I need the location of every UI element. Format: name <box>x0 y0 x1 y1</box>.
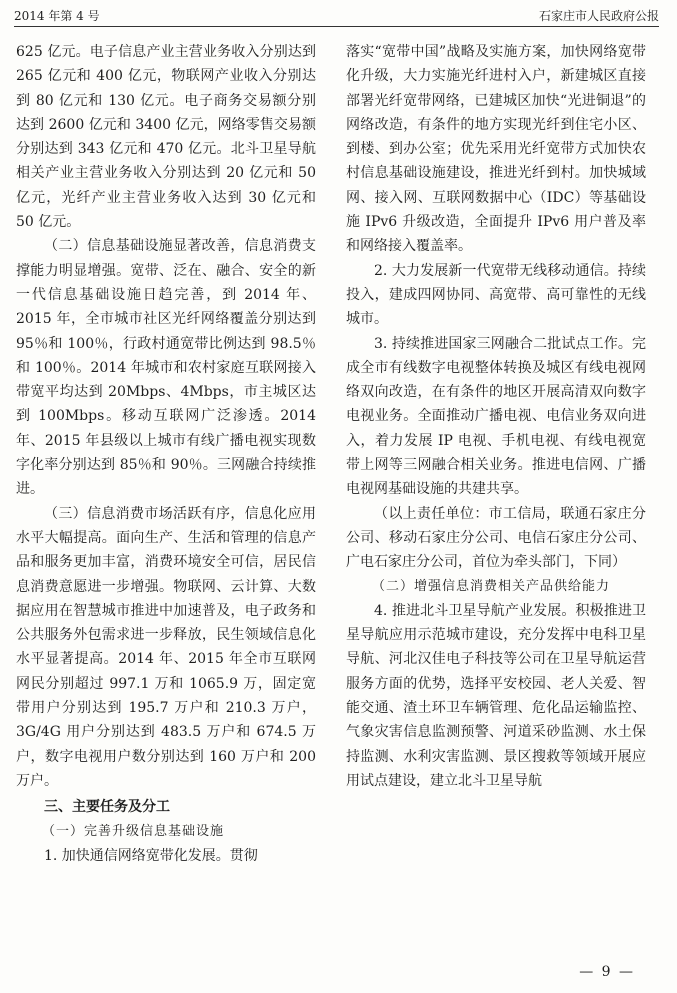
paragraph: 1. 加快通信网络宽带化发展。贯彻 <box>44 847 258 864</box>
subsection-heading: （一）完善升级信息基础设施 <box>42 823 225 839</box>
paragraph: 2. 大力发展新一代宽带无线移动通信。持续投入，建成四网协同、高宽带、高可靠性的无线城市。 <box>346 262 646 328</box>
right-column <box>346 40 646 793</box>
paragraph: 3. 持续推进国家三网融合二批试点工作。完成全市有线数字电视整体转换及城区有线电视网络双向改造，在有条件的地区开展高清双向数字电视业务。全面推动广播电视、电信业务双向进入，着力发展 IP 电视、手机电视、有线电视宽带上网等三网融合相关业务。推进电信网、广播电视网基础设施的共建共享。 <box>346 335 646 498</box>
paragraph: 625 亿元。电子信息产业主营业务收入分别达到 265 亿元和 400 亿元，物联网产业收入分别达到 80 亿元和 130 亿元。电子商务交易额分别达到 2600 亿元和 3400 亿元，网络零售交易额分别达到 343 亿元和 470 亿元。北斗卫星导航相关产业主营业务收入分别达到 20 亿元和 50 亿元，光纤产业主营业务收入达到 30 亿元和 50 亿元。 <box>16 44 316 231</box>
paragraph: 落实“宽带中国”战略及实施方案，加快网络宽带化升级，大力实施光纤进村入户，新建城区直接部署光纤宽带网络，已建城区加快“光进铜退”的网络改造，有条件的地方实现光纤到住宅小区、到楼、到办公室；优先采用光纤宽带方式加快农村信息基础设施建设，推进光纤到村。加快城域网、接入网、互联网数据中心（IDC）等基础设施 IPv6 升级改造，全面提升 IPv6 用户普及率和网络接入覆盖率。 <box>346 44 646 255</box>
publication-title: 石家庄市人民政府公报 <box>538 8 659 23</box>
page-number: — 9 — <box>579 964 635 980</box>
issue-label: 2014 年第 4 号 <box>14 8 100 23</box>
paragraph: 4. 推进北斗卫星导航产业发展。积极推进卫星导航应用示范城市建设，充分发挥中电科卫星导航、河北汉佳电子科技等公司在卫星导航运营服务方面的优势，选择平安校园、老人关爱、智能交通、渣土环卫车辆管理、危化品运输监控、气象灾害信息监测预警、河道采砂监测、水土保持监测、水利灾害监测、景区搜救等领域开展应用试点建设，建立北斗卫星导航 <box>346 602 646 789</box>
section-heading: 三、主要任务及分工 <box>44 799 170 816</box>
subsection-heading: （二）增强信息消费相关产品供给能力 <box>372 578 611 594</box>
paragraph: （以上责任单位：市工信局，联通石家庄分公司、移动石家庄分公司、电信石家庄分公司、广电石家庄分公司，首位为牵头部门，下同） <box>346 505 646 571</box>
page-header <box>14 4 659 27</box>
paragraph: （三）信息消费市场活跃有序，信息化应用水平大幅提高。面向生产、生活和管理的信息产品和服务更加丰富，消费环境安全可信，居民信息消费意愿进一步增强。物联网、云计算、大数据应用在智慧城市推进中加速普及，电子政务和公共服务外包需求进一步释放，民生领域信息化水平显著提高。2014 年、2015 年全市互联网网民分别超过 997.1 万和 1065.9 万，固定宽带用户分别达到 195.7 万户和 210.3 万户，3G/4G 用户分别达到 483.5 万户和 674.5 万户，数字电视用户数分别达到 160 万户和 200 万户。 <box>16 505 316 789</box>
paragraph: （二）信息基础设施显著改善，信息消费支撑能力明显增强。宽带、泛在、融合、安全的新一代信息基础设施日趋完善，到 2014 年、2015 年，全市城市社区光纤网络覆盖分别达到 95％和 100％，行政村通宽带比例达到 98.5％和 100％。2014 年城市和农村家庭互联网接入带宽平均达到 20Mbps、4Mbps，市主城区达到 100Mbps。移动互联网广泛渗透。2014 年、2015 年县级以上城市有线广播电视实现数字化率分别达到 85％和 90％。三网融合持续推进。 <box>16 238 316 498</box>
left-column <box>16 40 316 868</box>
